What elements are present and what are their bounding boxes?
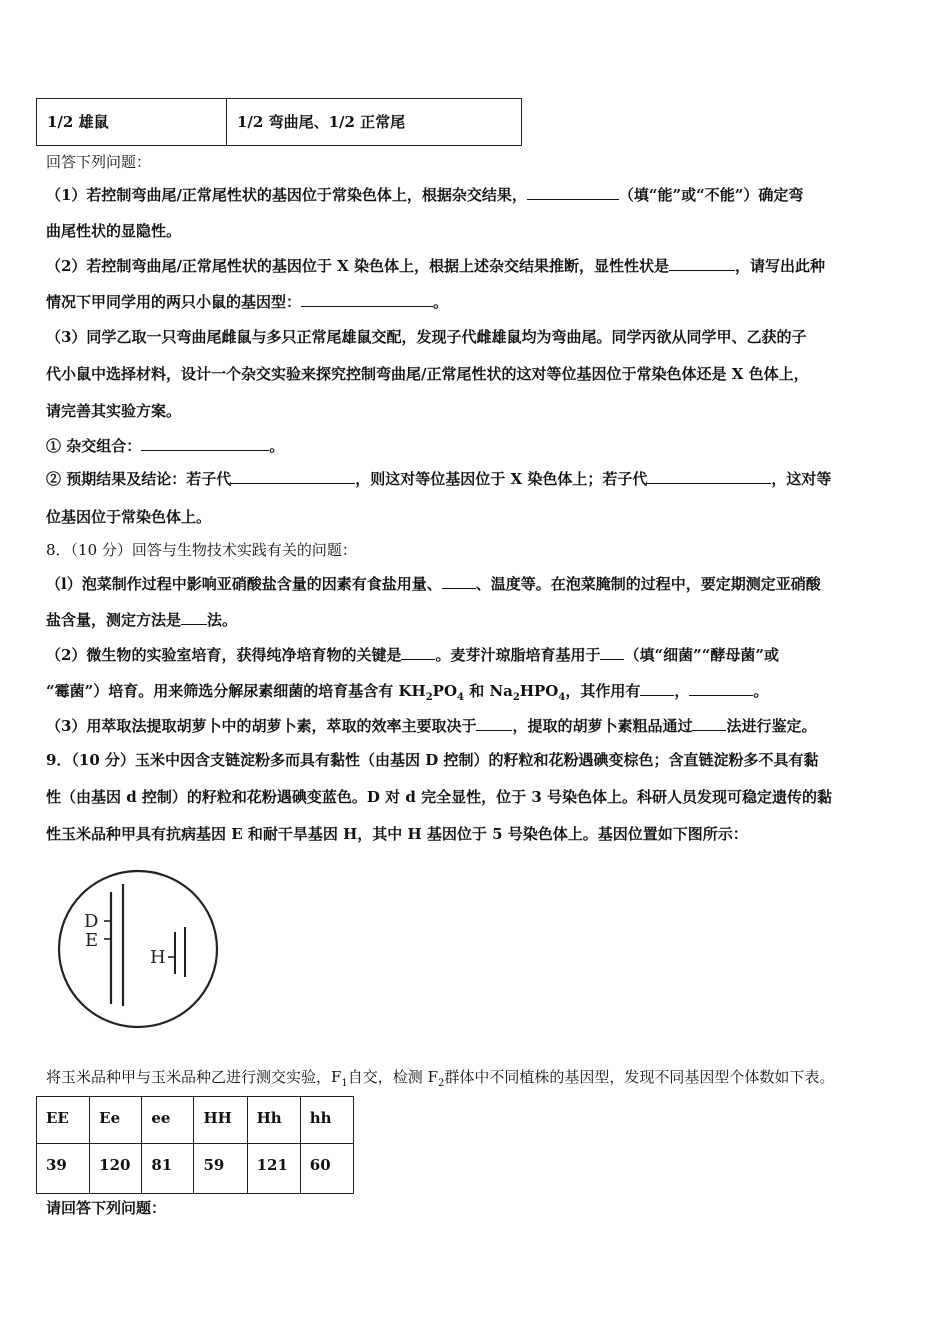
genotype-count-cell: 120 xyxy=(90,1144,142,1194)
q8-part2-line2: “霉菌”）培育。用来筛选分解尿素细菌的培育基含有 $KH_2PO_4$ 和 $Na_2HPO_4$，其作用有 ， 。 xyxy=(46,682,769,703)
gene-label-d: D xyxy=(84,911,99,932)
genotype-table-header-row xyxy=(37,1097,354,1144)
q9-prompt: 请回答下列问题： xyxy=(46,1199,167,1217)
answer-blank[interactable] xyxy=(301,292,433,307)
answer-blank[interactable] xyxy=(181,610,207,625)
answer-blank[interactable] xyxy=(692,716,726,731)
top-table-cell-1: 1/2 雄鼠 xyxy=(37,99,227,146)
answer-blank[interactable] xyxy=(640,681,674,696)
q8-part2-line1: （2）微生物的实验室培育，获得纯净培育物的关键是 。麦芽汁琼脂培育基用于 （填“细菌”“酵母菌”或 xyxy=(46,646,779,664)
genotype-table-value-row xyxy=(37,1144,354,1194)
q9-line3: 性玉米品种甲具有抗病基因 E 和耐干旱基因 H，其中 H 基因位于 5 号染色体上。基因位置如下图所示： xyxy=(46,825,748,843)
answer-blank[interactable] xyxy=(689,681,753,696)
genotype-header-cell: hh xyxy=(300,1097,353,1144)
q9-line2: 性（由基因 d 控制）的籽粒和花粉遇碘变蓝色。D 对 d 完全显性，位于 3 号染色体上。科研人员发现可稳定遗传的黏 xyxy=(46,788,832,806)
answer-blank[interactable] xyxy=(600,645,624,660)
q7-part3-line2: 代小鼠中选择材料，设计一个杂交实验来探究控制弯曲尾/正常尾性状的这对等位基因位于常染色体还是 X 色体上， xyxy=(46,365,809,383)
answer-blank[interactable] xyxy=(231,469,355,484)
q7-part2-line1: （2）若控制弯曲尾/正常尾性状的基因位于 X 染色体上，根据上述杂交结果推断，显性性状是 ，请写出此种 xyxy=(46,257,826,275)
q9-cross-description: 将玉米品种甲与玉米品种乙进行测交实验，$F_1$自交，检测 $F_2$群体中不同植株的基因型，发现不同基因型个体数如下表。 xyxy=(46,1068,835,1089)
q7-cross-combination: ① 杂交组合： 。 xyxy=(46,437,285,455)
answer-blank[interactable] xyxy=(647,469,771,484)
q7-prompt: 回答下列问题： xyxy=(46,153,152,171)
gene-label-e: E xyxy=(85,930,99,951)
genotype-table xyxy=(36,1096,354,1194)
q8-part3: （3）用萃取法提取胡萝卜中的胡萝卜素，萃取的效率主要取决于 ，提取的胡萝卜素粗品通过 法进行鉴定。 xyxy=(46,717,817,735)
genotype-header-cell: Ee xyxy=(90,1097,142,1144)
q7-part1-line1: （1）若控制弯曲尾/正常尾性状的基因位于常染色体上，根据杂交结果， （填“能”或“不能”）确定弯 xyxy=(46,186,804,204)
genotype-count-cell: 59 xyxy=(194,1144,247,1194)
genotype-count-cell: 39 xyxy=(37,1144,90,1194)
answer-blank[interactable] xyxy=(669,256,735,271)
gene-label-h: H xyxy=(150,947,166,968)
q9-line1: 9．（10 分）玉米中因含支链淀粉多而具有黏性（由基因 D 控制）的籽粒和花粉遇碘变棕色；含直链淀粉多不具有黏 xyxy=(46,751,819,769)
q7-part3-line1: （3）同学乙取一只弯曲尾雌鼠与多只正常尾雄鼠交配，发现子代雌雄鼠均为弯曲尾。同学丙欲从同学甲、乙获的子 xyxy=(46,328,807,346)
genotype-header-cell: ee xyxy=(142,1097,194,1144)
q7-part1-line2: 曲尾性状的显隐性。 xyxy=(46,222,182,240)
genotype-count-cell: 121 xyxy=(247,1144,300,1194)
genotype-count-cell: 60 xyxy=(300,1144,353,1194)
q8-part1-line2: 盐含量，测定方法是 法。 xyxy=(46,611,238,629)
q7-part2-line2: 情况下甲同学用的两只小鼠的基因型： 。 xyxy=(46,293,449,311)
answer-blank[interactable] xyxy=(401,645,435,660)
gene-position-figure xyxy=(54,866,224,1032)
answer-blank[interactable] xyxy=(442,574,476,589)
top-table-cell-2: 1/2 弯曲尾、1/2 正常尾 xyxy=(227,99,522,146)
genotype-header-cell: HH xyxy=(194,1097,247,1144)
genotype-header-cell: Hh xyxy=(247,1097,300,1144)
answer-blank[interactable] xyxy=(527,185,619,200)
q7-part3-line3: 请完善其实验方案。 xyxy=(46,402,182,420)
genotype-count-cell: 81 xyxy=(142,1144,194,1194)
q8-part1-line1: （l）泡菜制作过程中影响亚硝酸盐含量的因素有食盐用量、 、温度等。在泡菜腌制的过程中，要定期测定亚硝酸 xyxy=(46,575,821,593)
top-table xyxy=(36,98,522,146)
answer-blank[interactable] xyxy=(141,436,269,451)
q7-expected-result-line2: 位基因位于常染色体上。 xyxy=(46,508,212,526)
q8-header: 8．（10 分）回答与生物技术实践有关的问题： xyxy=(46,541,357,559)
genotype-header-cell: EE xyxy=(37,1097,90,1144)
q7-expected-result-line1: ② 预期结果及结论：若子代 ，则这对等位基因位于 X 染色体上；若子代 ，这对等 xyxy=(46,470,832,488)
cell-outline xyxy=(59,871,217,1027)
answer-blank[interactable] xyxy=(476,716,512,731)
